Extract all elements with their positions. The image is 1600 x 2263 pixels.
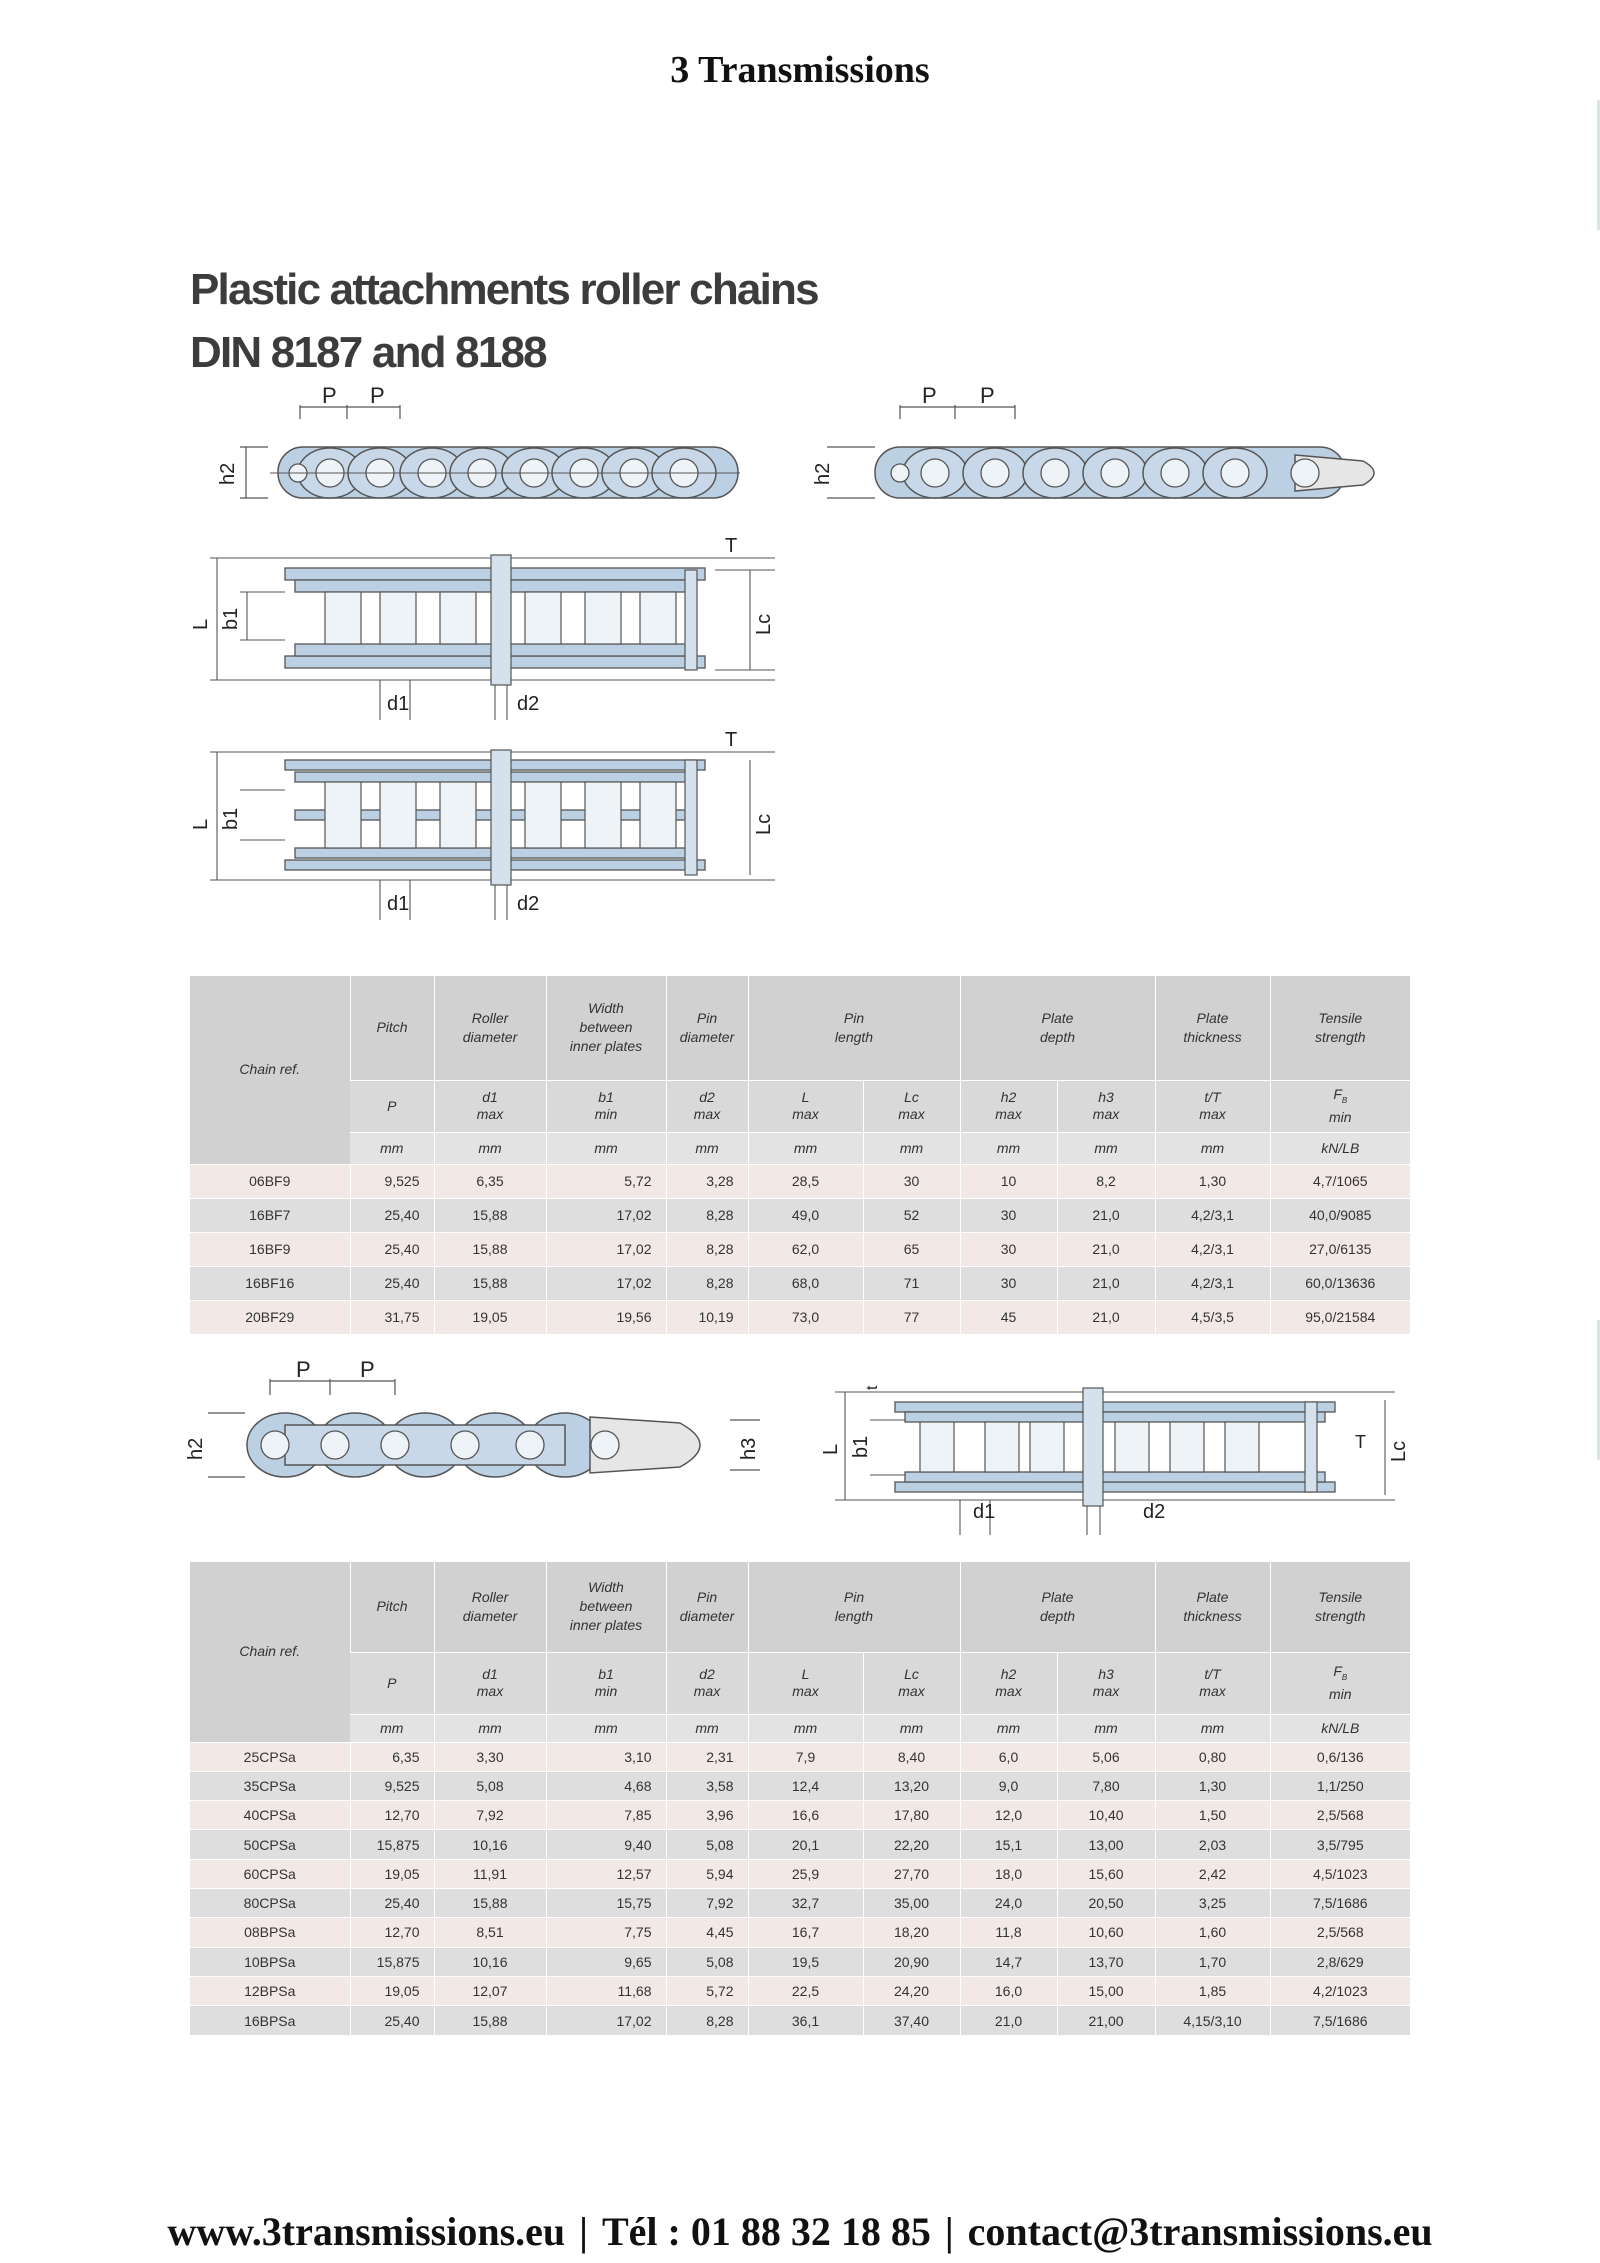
symbol-cell: P	[350, 1080, 434, 1132]
chain-ref-cell: 40CPSa	[190, 1801, 350, 1830]
value-cell: 17,02	[546, 1198, 666, 1232]
header-tensile-strength: Tensile strength	[1270, 1562, 1410, 1652]
table-row	[190, 1266, 1410, 1300]
pitch-label: P	[980, 383, 995, 408]
symbol-cell: Lc max	[863, 1080, 960, 1132]
chain-ref-cell: 08BPSa	[190, 1918, 350, 1947]
table-row	[190, 1947, 1410, 1976]
symbol-cell: b1 min	[546, 1652, 666, 1714]
value-cell: 10	[960, 1164, 1057, 1198]
header-width: Width between inner plates	[546, 1562, 666, 1652]
value-cell: 7,9	[748, 1742, 863, 1771]
unit-cell: mm	[666, 1714, 748, 1742]
value-cell: 65	[863, 1232, 960, 1266]
value-cell: 36,1	[748, 2006, 863, 2035]
header-pin-length: Pin length	[748, 976, 960, 1080]
value-cell: 6,35	[434, 1164, 546, 1198]
value-cell: 0,6/136	[1270, 1742, 1410, 1771]
value-cell: 19,5	[748, 1947, 863, 1976]
chain-ref-cell: 50CPSa	[190, 1830, 350, 1859]
unit-cell: mm	[960, 1132, 1057, 1164]
value-cell: 1,50	[1155, 1801, 1270, 1830]
value-cell: 18,0	[960, 1859, 1057, 1888]
email-link[interactable]: contact@3transmissions.eu	[967, 2209, 1433, 2254]
value-cell: 4,7/1065	[1270, 1164, 1410, 1198]
value-cell: 20,1	[748, 1830, 863, 1859]
pitch-label: P	[360, 1357, 375, 1382]
value-cell: 2,42	[1155, 1859, 1270, 1888]
value-cell: 2,8/629	[1270, 1947, 1410, 1976]
unit-cell: mm	[863, 1132, 960, 1164]
unit-cell: mm	[350, 1132, 434, 1164]
value-cell: 5,08	[434, 1771, 546, 1800]
h2-label: h2	[217, 462, 239, 485]
value-cell: 22,20	[863, 1830, 960, 1859]
header-pin-diameter: Pin diameter	[666, 1562, 748, 1652]
value-cell: 62,0	[748, 1232, 863, 1266]
symbol-cell: h2 max	[960, 1652, 1057, 1714]
value-cell: 4,45	[666, 1918, 748, 1947]
unit-cell: mm	[546, 1132, 666, 1164]
header-pin-length: Pin length	[748, 1562, 960, 1652]
header-pitch: Pitch	[350, 1562, 434, 1652]
value-cell: 37,40	[863, 2006, 960, 2035]
value-cell: 10,60	[1057, 1918, 1155, 1947]
value-cell: 1,1/250	[1270, 1771, 1410, 1800]
symbol-cell: h3 max	[1057, 1080, 1155, 1132]
value-cell: 21,0	[1057, 1232, 1155, 1266]
unit-cell: mm	[1155, 1714, 1270, 1742]
value-cell: 30	[960, 1232, 1057, 1266]
value-cell: 7,92	[434, 1801, 546, 1830]
value-cell: 12,07	[434, 1976, 546, 2005]
d2-label: d2	[1143, 1501, 1166, 1523]
value-cell: 21,0	[960, 2006, 1057, 2035]
value-cell: 15,88	[434, 1888, 546, 1917]
value-cell: 19,56	[546, 1300, 666, 1334]
value-cell: 12,57	[546, 1859, 666, 1888]
value-cell: 2,5/568	[1270, 1918, 1410, 1947]
value-cell: 7,75	[546, 1918, 666, 1947]
table-row	[190, 1164, 1410, 1198]
value-cell: 22,5	[748, 1976, 863, 2005]
unit-cell: mm	[350, 1714, 434, 1742]
unit-cell: kN/LB	[1270, 1132, 1410, 1164]
value-cell: 4,2/3,1	[1155, 1266, 1270, 1300]
value-cell: 19,05	[434, 1300, 546, 1334]
table-row	[190, 1232, 1410, 1266]
value-cell: 20,50	[1057, 1888, 1155, 1917]
value-cell: 15,875	[350, 1830, 434, 1859]
specification-table-cpsa	[190, 1562, 1410, 2035]
value-cell: 3,28	[666, 1164, 748, 1198]
value-cell: 16,6	[748, 1801, 863, 1830]
value-cell: 60,0/13636	[1270, 1266, 1410, 1300]
value-cell: 14,7	[960, 1947, 1057, 1976]
value-cell: 19,05	[350, 1859, 434, 1888]
unit-cell: mm	[434, 1714, 546, 1742]
value-cell: 9,40	[546, 1830, 666, 1859]
chain-top-view-diagram	[190, 530, 805, 730]
pitch-label: P	[296, 1357, 311, 1382]
plate-thickness-label: T	[725, 729, 738, 751]
header-chain-ref: Chain ref.	[190, 976, 350, 1164]
value-cell: 13,00	[1057, 1830, 1155, 1859]
l-label: L	[190, 618, 212, 630]
value-cell: 24,0	[960, 1888, 1057, 1917]
pitch-label: P	[370, 383, 385, 408]
value-cell: 5,72	[666, 1976, 748, 2005]
chain-ref-cell: 16BF16	[190, 1266, 350, 1300]
header-chain-ref: Chain ref.	[190, 1562, 350, 1742]
value-cell: 10,19	[666, 1300, 748, 1334]
header-roller-diameter: Roller diameter	[434, 1562, 546, 1652]
value-cell: 13,20	[863, 1771, 960, 1800]
specification-table-bf	[190, 976, 1410, 1334]
value-cell: 21,0	[1057, 1198, 1155, 1232]
value-cell: 21,00	[1057, 2006, 1155, 2035]
value-cell: 68,0	[748, 1266, 863, 1300]
value-cell: 1,30	[1155, 1771, 1270, 1800]
h2-label: h2	[812, 462, 834, 485]
lc-label: Lc	[1388, 1440, 1410, 1462]
value-cell: 11,68	[546, 1976, 666, 2005]
value-cell: 3,10	[546, 1742, 666, 1771]
footer-separator: |	[944, 2209, 954, 2254]
value-cell: 52	[863, 1198, 960, 1232]
value-cell: 77	[863, 1300, 960, 1334]
plate-thickness-label: T	[725, 535, 738, 557]
value-cell: 17,02	[546, 1266, 666, 1300]
value-cell: 27,0/6135	[1270, 1232, 1410, 1266]
value-cell: 16,0	[960, 1976, 1057, 2005]
header-roller-diameter: Roller diameter	[434, 976, 546, 1080]
value-cell: 1,70	[1155, 1947, 1270, 1976]
value-cell: 4,68	[546, 1771, 666, 1800]
value-cell: 4,2/3,1	[1155, 1198, 1270, 1232]
unit-cell: mm	[1057, 1132, 1155, 1164]
chain-side-view-diagram	[217, 383, 750, 515]
value-cell: 8,28	[666, 1266, 748, 1300]
header-plate-thickness: Plate thickness	[1155, 1562, 1270, 1652]
value-cell: 30	[960, 1198, 1057, 1232]
symbol-cell: h3 max	[1057, 1652, 1155, 1714]
double-chain-top-view-diagram	[190, 729, 805, 930]
b1-label: b1	[850, 1435, 872, 1458]
value-cell: 2,03	[1155, 1830, 1270, 1859]
value-cell: 7,92	[666, 1888, 748, 1917]
title-line-2: DIN 8187 and 8188	[190, 328, 546, 377]
header-tensile-strength: Tensile strength	[1270, 976, 1410, 1080]
value-cell: 17,02	[546, 2006, 666, 2035]
lc-label: Lc	[753, 813, 775, 835]
symbol-cell: b1 min	[546, 1080, 666, 1132]
title-line-1: Plastic attachments roller chains	[190, 265, 818, 314]
value-cell: 12,4	[748, 1771, 863, 1800]
value-cell: 8,40	[863, 1742, 960, 1771]
value-cell: 2,31	[666, 1742, 748, 1771]
value-cell: 27,70	[863, 1859, 960, 1888]
value-cell: 73,0	[748, 1300, 863, 1334]
value-cell: 30	[960, 1266, 1057, 1300]
table-row	[190, 1771, 1410, 1800]
table-row	[190, 1742, 1410, 1771]
table-row	[190, 1801, 1410, 1830]
value-cell: 25,9	[748, 1859, 863, 1888]
table-row	[190, 1198, 1410, 1232]
value-cell: 12,70	[350, 1801, 434, 1830]
header-plate-depth: Plate depth	[960, 1562, 1155, 1652]
value-cell: 7,80	[1057, 1771, 1155, 1800]
footer-contact	[0, 2208, 1600, 2255]
plate-thickness-label: T	[1355, 1432, 1366, 1452]
value-cell: 15,88	[434, 1198, 546, 1232]
value-cell: 3,25	[1155, 1888, 1270, 1917]
value-cell: 3,30	[434, 1742, 546, 1771]
l-label: L	[820, 1443, 842, 1455]
symbol-cell: $F_B$ min	[1270, 1652, 1410, 1714]
value-cell: 15,875	[350, 1947, 434, 1976]
value-cell: 5,72	[546, 1164, 666, 1198]
h3-label: h3	[738, 1437, 760, 1460]
value-cell: 4,5/1023	[1270, 1859, 1410, 1888]
d1-label: d1	[387, 893, 410, 915]
symbol-cell: Lc max	[863, 1652, 960, 1714]
value-cell: 21,0	[1057, 1300, 1155, 1334]
value-cell: 3,5/795	[1270, 1830, 1410, 1859]
header-plate-thickness: Plate thickness	[1155, 976, 1270, 1080]
d1-label: d1	[387, 693, 410, 715]
chain-ref-cell: 20BF29	[190, 1300, 350, 1334]
value-cell: 15,88	[434, 2006, 546, 2035]
value-cell: 5,08	[666, 1947, 748, 1976]
symbol-cell: d2 max	[666, 1652, 748, 1714]
value-cell: 9,65	[546, 1947, 666, 1976]
chain-ref-cell: 10BPSa	[190, 1947, 350, 1976]
symbol-cell: d2 max	[666, 1080, 748, 1132]
value-cell: 19,05	[350, 1976, 434, 2005]
value-cell: 45	[960, 1300, 1057, 1334]
value-cell: 10,16	[434, 1830, 546, 1859]
value-cell: 8,28	[666, 1232, 748, 1266]
value-cell: 25,40	[350, 2006, 434, 2035]
unit-cell: mm	[546, 1714, 666, 1742]
value-cell: 9,0	[960, 1771, 1057, 1800]
symbol-cell: t/T max	[1155, 1652, 1270, 1714]
value-cell: 30	[863, 1164, 960, 1198]
d2-label: d2	[517, 893, 540, 915]
unit-cell: mm	[1155, 1132, 1270, 1164]
value-cell: 9,525	[350, 1164, 434, 1198]
symbol-cell: L max	[748, 1080, 863, 1132]
value-cell: 11,91	[434, 1859, 546, 1888]
l-label: L	[190, 818, 212, 830]
unit-cell: mm	[960, 1714, 1057, 1742]
value-cell: 4,5/3,5	[1155, 1300, 1270, 1334]
value-cell: 95,0/21584	[1270, 1300, 1410, 1334]
value-cell: 31,75	[350, 1300, 434, 1334]
chain-ref-cell: 16BPSa	[190, 2006, 350, 2035]
unit-cell: mm	[863, 1714, 960, 1742]
header-width: Width between inner plates	[546, 976, 666, 1080]
value-cell: 4,2/1023	[1270, 1976, 1410, 2005]
value-cell: 20,90	[863, 1947, 960, 1976]
value-cell: 25,40	[350, 1888, 434, 1917]
value-cell: 10,40	[1057, 1801, 1155, 1830]
table-row	[190, 2006, 1410, 2035]
table-row	[190, 1888, 1410, 1917]
symbol-cell: t/T max	[1155, 1080, 1270, 1132]
value-cell: 40,0/9085	[1270, 1198, 1410, 1232]
chain-ref-cell: 60CPSa	[190, 1859, 350, 1888]
h2-label: h2	[185, 1437, 207, 1460]
value-cell: 1,30	[1155, 1164, 1270, 1198]
chain-ref-cell: 80CPSa	[190, 1888, 350, 1917]
unit-cell: mm	[434, 1132, 546, 1164]
unit-cell: mm	[1057, 1714, 1155, 1742]
value-cell: 21,0	[1057, 1266, 1155, 1300]
value-cell: 8,28	[666, 1198, 748, 1232]
value-cell: 2,5/568	[1270, 1801, 1410, 1830]
header-pitch: Pitch	[350, 976, 434, 1080]
table-row	[190, 1300, 1410, 1334]
value-cell: 24,20	[863, 1976, 960, 2005]
value-cell: 5,06	[1057, 1742, 1155, 1771]
website-link[interactable]: www.3transmissions.eu	[167, 2209, 566, 2254]
chain-ref-cell: 16BF7	[190, 1198, 350, 1232]
value-cell: 15,1	[960, 1830, 1057, 1859]
value-cell: 15,60	[1057, 1859, 1155, 1888]
value-cell: 15,88	[434, 1232, 546, 1266]
value-cell: 71	[863, 1266, 960, 1300]
unit-cell: mm	[748, 1132, 863, 1164]
lc-label: Lc	[753, 613, 775, 635]
value-cell: 17,02	[546, 1232, 666, 1266]
value-cell: 3,96	[666, 1801, 748, 1830]
table-row	[190, 1918, 1410, 1947]
symbol-cell: d1 max	[434, 1652, 546, 1714]
value-cell: 16,7	[748, 1918, 863, 1947]
unit-cell: mm	[748, 1714, 863, 1742]
chain-ref-cell: 06BF9	[190, 1164, 350, 1198]
value-cell: 35,00	[863, 1888, 960, 1917]
value-cell: 5,94	[666, 1859, 748, 1888]
d2-label: d2	[517, 693, 540, 715]
chain-ref-cell: 16BF9	[190, 1232, 350, 1266]
value-cell: 25,40	[350, 1266, 434, 1300]
unit-cell: mm	[666, 1132, 748, 1164]
company-heading: 3 Transmissions	[670, 49, 930, 91]
value-cell: 7,5/1686	[1270, 1888, 1410, 1917]
value-cell: 15,75	[546, 1888, 666, 1917]
value-cell: 8,2	[1057, 1164, 1155, 1198]
symbol-cell: L max	[748, 1652, 863, 1714]
value-cell: 3,58	[666, 1771, 748, 1800]
value-cell: 49,0	[748, 1198, 863, 1232]
value-cell: 32,7	[748, 1888, 863, 1917]
symbol-cell: $F_B$ min	[1270, 1080, 1410, 1132]
value-cell: 13,70	[1057, 1947, 1155, 1976]
value-cell: 0,80	[1155, 1742, 1270, 1771]
unit-cell: kN/LB	[1270, 1714, 1410, 1742]
symbol-cell: d1 max	[434, 1080, 546, 1132]
symbol-cell: P	[350, 1652, 434, 1714]
value-cell: 17,80	[863, 1801, 960, 1830]
value-cell: 25,40	[350, 1232, 434, 1266]
value-cell: 15,00	[1057, 1976, 1155, 2005]
pitch-label: P	[322, 383, 337, 408]
value-cell: 6,35	[350, 1742, 434, 1771]
table-row	[190, 1830, 1410, 1859]
value-cell: 15,88	[434, 1266, 546, 1300]
value-cell: 9,525	[350, 1771, 434, 1800]
t-label: t	[864, 1385, 881, 1390]
header-plate-depth: Plate depth	[960, 976, 1155, 1080]
chain-ref-cell: 35CPSa	[190, 1771, 350, 1800]
value-cell: 12,70	[350, 1918, 434, 1947]
value-cell: 6,0	[960, 1742, 1057, 1771]
table-row	[190, 1976, 1410, 2005]
symbol-cell: h2 max	[960, 1080, 1057, 1132]
value-cell: 7,85	[546, 1801, 666, 1830]
value-cell: 8,28	[666, 2006, 748, 2035]
table-row	[190, 1859, 1410, 1888]
header-pin-diameter: Pin diameter	[666, 976, 748, 1080]
value-cell: 25,40	[350, 1198, 434, 1232]
value-cell: 10,16	[434, 1947, 546, 1976]
value-cell: 1,85	[1155, 1976, 1270, 2005]
value-cell: 12,0	[960, 1801, 1057, 1830]
b1-label: b1	[220, 807, 242, 830]
chain-top-view-lower-diagram	[820, 1370, 1415, 1540]
value-cell: 5,08	[666, 1830, 748, 1859]
chain-ref-cell: 25CPSa	[190, 1742, 350, 1771]
value-cell: 28,5	[748, 1164, 863, 1198]
chain-with-attachment-diagram	[812, 383, 1415, 515]
chain-ref-cell: 12BPSa	[190, 1976, 350, 2005]
d1-label: d1	[973, 1501, 996, 1523]
value-cell: 7,5/1686	[1270, 2006, 1410, 2035]
value-cell: 18,20	[863, 1918, 960, 1947]
pitch-label: P	[922, 383, 937, 408]
footer-separator: |	[579, 2209, 588, 2254]
value-cell: 4,15/3,10	[1155, 2006, 1270, 2035]
value-cell: 4,2/3,1	[1155, 1232, 1270, 1266]
value-cell: 1,60	[1155, 1918, 1270, 1947]
value-cell: 11,8	[960, 1918, 1057, 1947]
phone-number: Tél : 01 88 32 18 85	[601, 2209, 931, 2254]
chain-side-view-h3-diagram	[185, 1357, 780, 1490]
b1-label: b1	[220, 607, 242, 630]
page-title	[190, 258, 818, 384]
value-cell: 8,51	[434, 1918, 546, 1947]
